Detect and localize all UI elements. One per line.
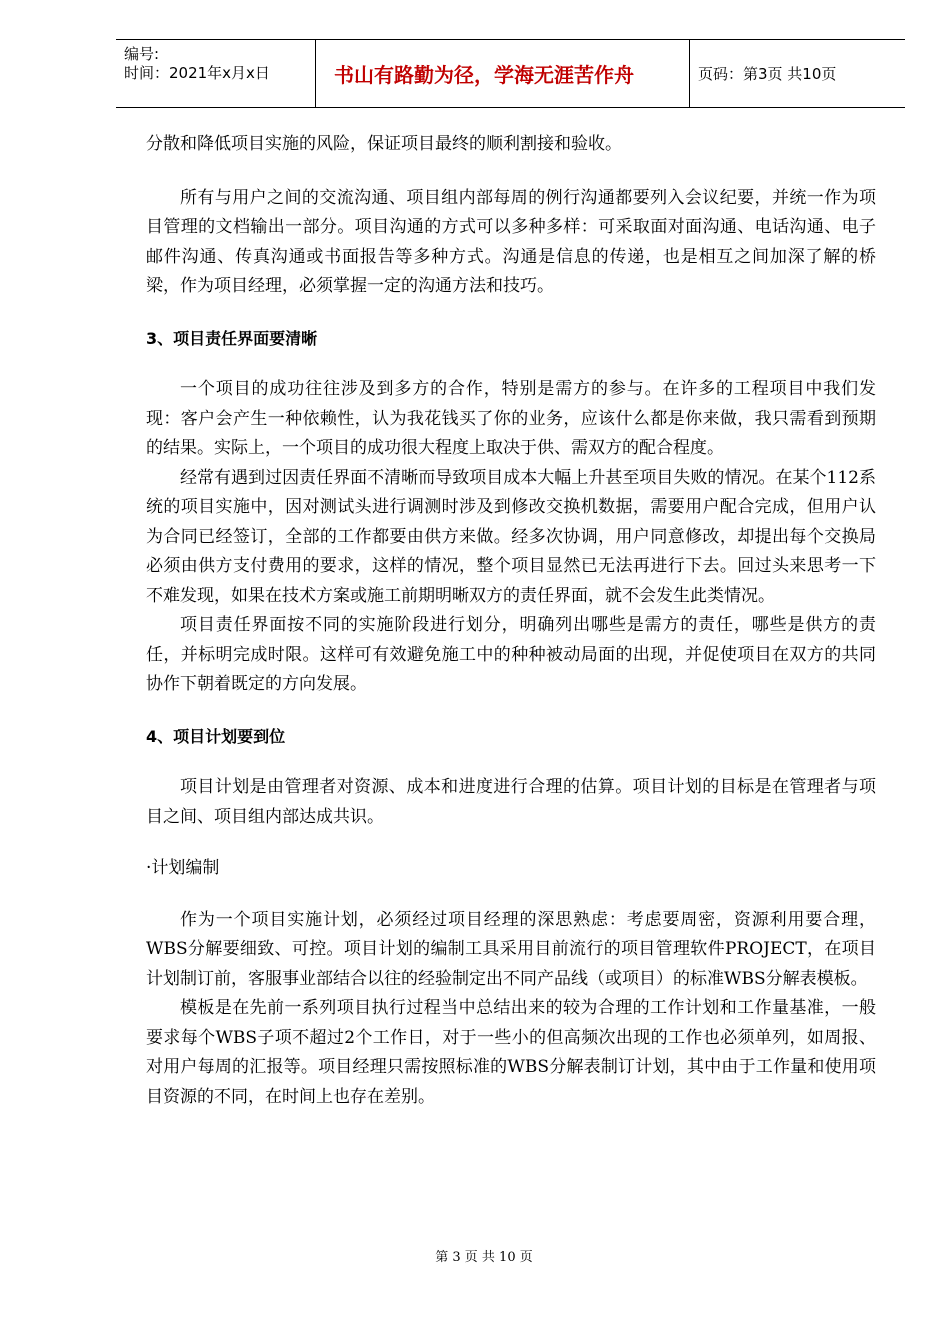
paragraph: 经常有遇到过因责任界面不清晰而导致项目成本大幅上升甚至项目失败的情况。在某个112系统的项目实施中，因对测试头进行调测时涉及到修改交换机数据，需要用户配合完成，但用户认为合同已经签订，全部的工作都要由供方来做。经多次协调，用户同意修改，却提出每个交换局必须由供方支付费用的要求，这样的情况，整个项目显然已无法再进行下去。回过头来思考一下不难发现，如果在技术方案或施工前期明晰双方的责任界面，就不会发生此类情况。 xyxy=(146,467,876,606)
paragraph: 项目责任界面按不同的实施阶段进行划分，明确列出哪些是需方的责任，哪些是供方的责任，并标明完成时限。这样可有效避免施工中的种种被动局面的出现，并促使项目在双方的共同协作下朝着既定的方向发展。 xyxy=(146,615,876,694)
header-left-cell xyxy=(116,40,315,107)
paragraph: 作为一个项目实施计划，必须经过项目经理的深思熟虑：考虑要周密，资源利用要合理，WBS分解要细致、可控。项目计划的编制工具采用目前流行的项目管理软件PROJECT，在项目计划制订前，客服事业部结合以往的经验制定出不同产品线（或项目）的标准WBS分解表模板。 xyxy=(146,909,876,989)
page-footer: 第 3 页 共 10 页 xyxy=(435,1250,533,1265)
number-label: 编号: xyxy=(124,45,160,63)
section-heading: 4、项目计划要到位 xyxy=(146,726,286,746)
paragraph: 分散和降低项目实施的风险，保证项目最终的顺利割接和验收。 xyxy=(146,134,622,154)
page-info: 页码：第3页 共10页 xyxy=(698,65,837,83)
paragraph: 一个项目的成功往往涉及到多方的合作，特别是需方的参与。在许多的工程项目中我们发现：客户会产生一种依赖性，认为我花钱买了你的业务，应该什么都是你来做，我只需看到预期的结果。实际上，一个项目的成功很大程度上取决于供、需双方的配合程度。 xyxy=(146,379,876,458)
bullet-heading: ·计划编制 xyxy=(146,858,220,878)
section-heading: 3、项目责任界面要清晰 xyxy=(146,328,318,348)
motto: 书山有路勤为径，学海无涯苦作舟 xyxy=(315,40,690,107)
paragraph: 项目计划是由管理者对资源、成本和进度进行合理的估算。项目计划的目标是在管理者与项目之间、项目组内部达成共识。 xyxy=(146,777,876,827)
paragraph: 所有与用户之间的交流沟通、项目组内部每周的例行沟通都要列入会议纪要，并统一作为项目管理的文档输出一部分。项目沟通的方式可以多种多样：可采取面对面沟通、电话沟通、电子邮件沟通、传真沟通或书面报告等多种方式。沟通是信息的传递，也是相互之间加深了解的桥梁，作为项目经理，必须掌握一定的沟通方法和技巧。 xyxy=(146,187,876,296)
header-table xyxy=(116,39,905,108)
document-body xyxy=(146,130,876,1112)
paragraph: 模板是在先前一系列项目执行过程当中总结出来的较为合理的工作计划和工作量基准，一般要求每个WBS子项不超过2个工作日，对于一些小的但高频次出现的工作也必须单列，如周报、对用户每周的汇报等。项目经理只需按照标准的WBS分解表制订计划，其中由于工作量和使用项目资源的不同，在时间上也存在差别。 xyxy=(146,998,876,1107)
time-label: 时间：2021年x月x日 xyxy=(124,64,270,82)
